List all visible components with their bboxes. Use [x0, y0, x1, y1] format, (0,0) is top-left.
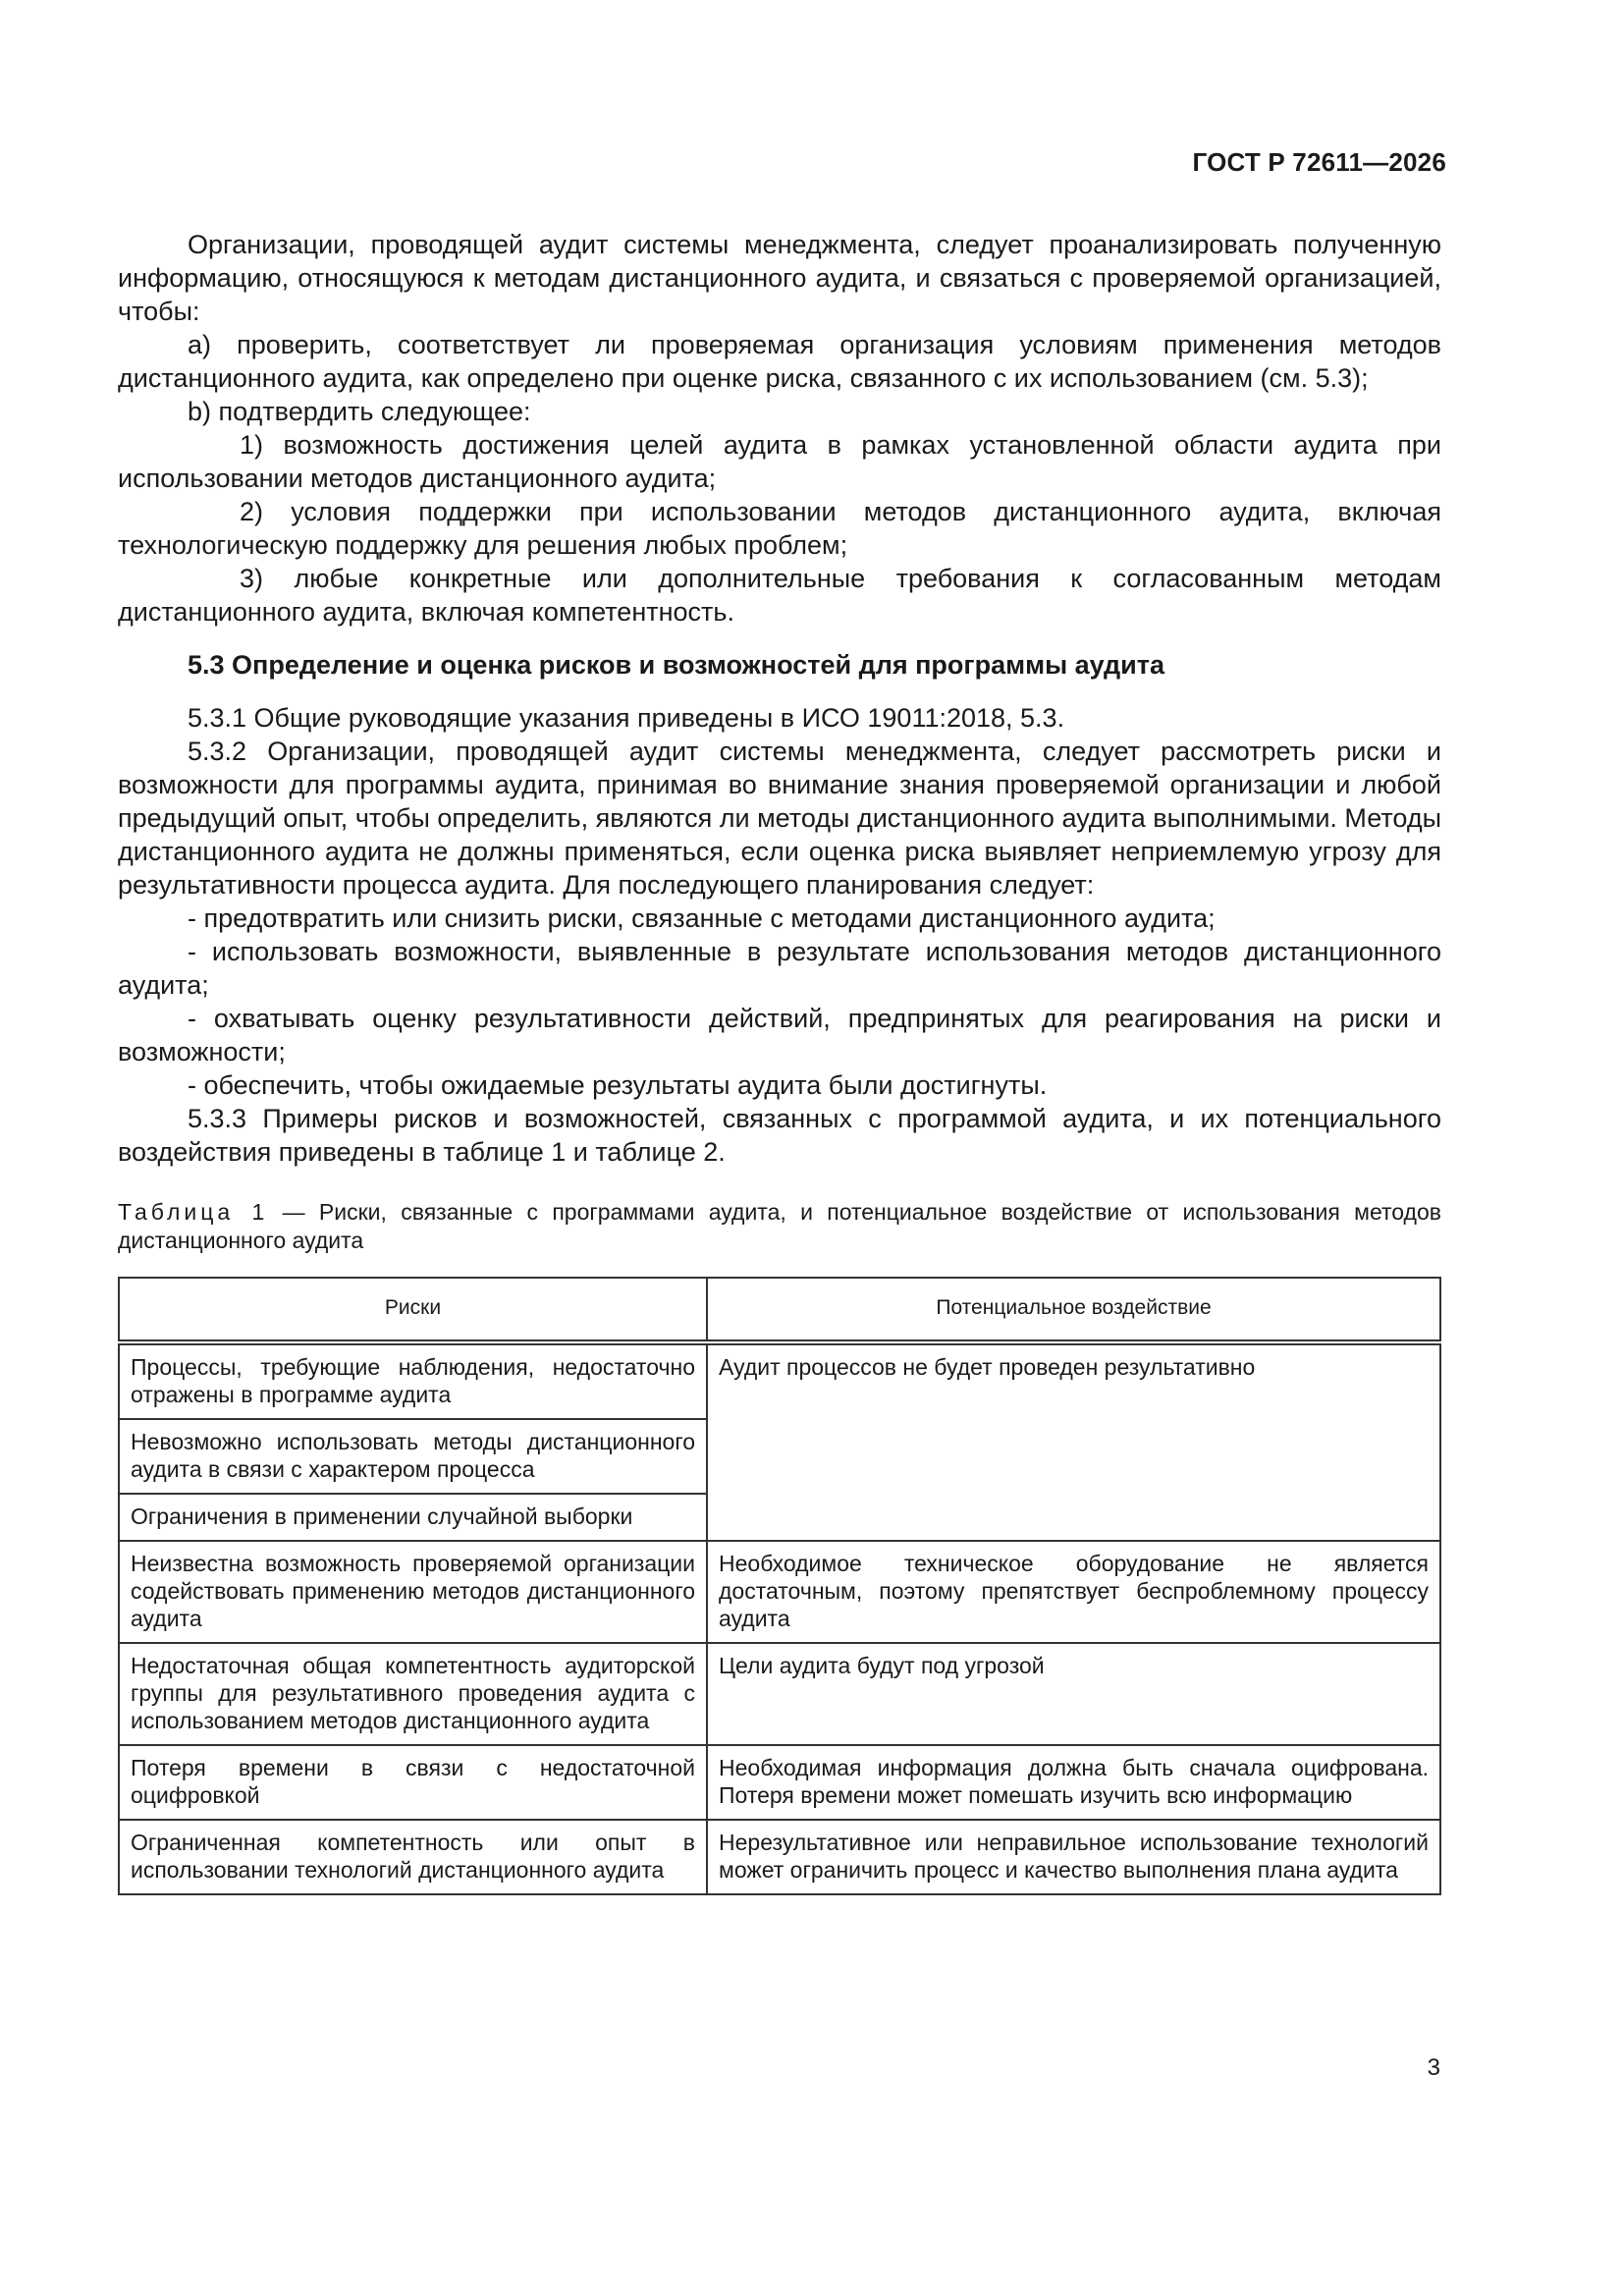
clause-5-3-2: 5.3.2 Организации, проводящей аудит системы менеджмента, следует рассмотреть риски и возможности для программы аудита, принимая во внимание знания проверяемой организации и любой предыдущий опыт, чтобы определить, являются ли методы дистанционного аудита выполнимыми. Методы дистанционного аудита не должны применяться, если оценка риска выявляет неприемлемую угрозу для результативности процесса аудита. Для последующего планирования следует:: [118, 737, 1441, 900]
table-row: [119, 1745, 1440, 1820]
impact-cell: Необходимая информация должна быть сначала оцифрована. Потеря времени может помешать изучить всю информацию: [707, 1745, 1440, 1820]
table-row: [119, 1820, 1440, 1894]
table-row: [119, 1541, 1440, 1643]
list-item-a: a) проверить, соответствует ли проверяемая организация условиям применения методов дистанционного аудита, как определено при оценке риска, связанного с их использованием (см. 5.3);: [118, 330, 1441, 393]
impact-cell: Необходимое техническое оборудование не является достаточным, поэтому препятствует беспроблемному процессу аудита: [707, 1541, 1440, 1643]
impact-cell-merged: Аудит процессов не будет проведен результативно: [707, 1342, 1440, 1541]
bullet-item: - предотвратить или снизить риски, связанные с методами дистанционного аудита;: [188, 903, 1216, 933]
clause-5-3-3: 5.3.3 Примеры рисков и возможностей, связанных с программой аудита, и их потенциального воздействия приведены в таблице 1 и таблице 2.: [118, 1104, 1441, 1167]
section-heading: 5.3 Определение и оценка рисков и возможностей для программы аудита: [188, 650, 1165, 680]
impact-cell: Нерезультативное или неправильное использование технологий может ограничить процесс и качество выполнения плана аудита: [707, 1820, 1440, 1894]
risk-cell: Неизвестна возможность проверяемой организации содействовать применению методов дистанционного аудита: [119, 1541, 707, 1643]
table-caption-label: Таблица 1: [118, 1199, 269, 1225]
page-number: 3: [1427, 2054, 1440, 2081]
column-header-risks: Риски: [119, 1278, 707, 1342]
impact-cell: Цели аудита будут под угрозой: [707, 1643, 1440, 1745]
table-row: [119, 1342, 1440, 1419]
risk-cell: Ограничения в применении случайной выборки: [119, 1494, 707, 1541]
risk-cell: Потеря времени в связи с недостаточной оцифровкой: [119, 1745, 707, 1820]
list-item-b2: 2) условия поддержки при использовании методов дистанционного аудита, включая технологическую поддержку для решения любых проблем;: [118, 497, 1441, 560]
bullet-item: - охватывать оценку результативности действий, предпринятых для реагирования на риски и возможности;: [118, 1004, 1441, 1066]
clause-5-3-1: 5.3.1 Общие руководящие указания приведены в ИСО 19011:2018, 5.3.: [188, 703, 1065, 733]
risk-cell: Процессы, требующие наблюдения, недостаточно отражены в программе аудита: [119, 1342, 707, 1419]
table-caption-text: — Риски, связанные с программами аудита, и потенциальное воздействие от использования методов дистанционного аудита: [118, 1199, 1441, 1253]
risk-cell: Невозможно использовать методы дистанционного аудита в связи с характером процесса: [119, 1419, 707, 1494]
column-header-impact: Потенциальное воздействие: [707, 1278, 1440, 1342]
bullet-item: - использовать возможности, выявленные в результате использования методов дистанционного аудита;: [118, 937, 1441, 1000]
risk-table: [118, 1277, 1441, 1895]
document-body: [118, 228, 1441, 1895]
bullet-item: - обеспечить, чтобы ожидаемые результаты аудита были достигнуты.: [188, 1070, 1048, 1100]
table-row: [119, 1643, 1440, 1745]
intro-paragraph: Организации, проводящей аудит системы менеджмента, следует проанализировать полученную информацию, относящуюся к методам дистанционного аудита, и связаться с проверяемой организацией, чтобы:: [118, 230, 1441, 326]
table-header-row: [119, 1278, 1440, 1342]
list-item-b1: 1) возможность достижения целей аудита в рамках установленной области аудита при использовании методов дистанционного аудита;: [118, 430, 1441, 493]
risk-cell: Ограниченная компетентность или опыт в использовании технологий дистанционного аудита: [119, 1820, 707, 1894]
list-item-b3: 3) любые конкретные или дополнительные требования к согласованным методам дистанционного аудита, включая компетентность.: [118, 564, 1441, 627]
risk-cell: Недостаточная общая компетентность аудиторской группы для результативного проведения аудита с использованием методов дистанционного аудита: [119, 1643, 707, 1745]
list-item-b: b) подтвердить следующее:: [188, 397, 531, 426]
document-id-header: ГОСТ Р 72611—2026: [1192, 147, 1446, 177]
table-caption: [118, 1198, 1441, 1255]
